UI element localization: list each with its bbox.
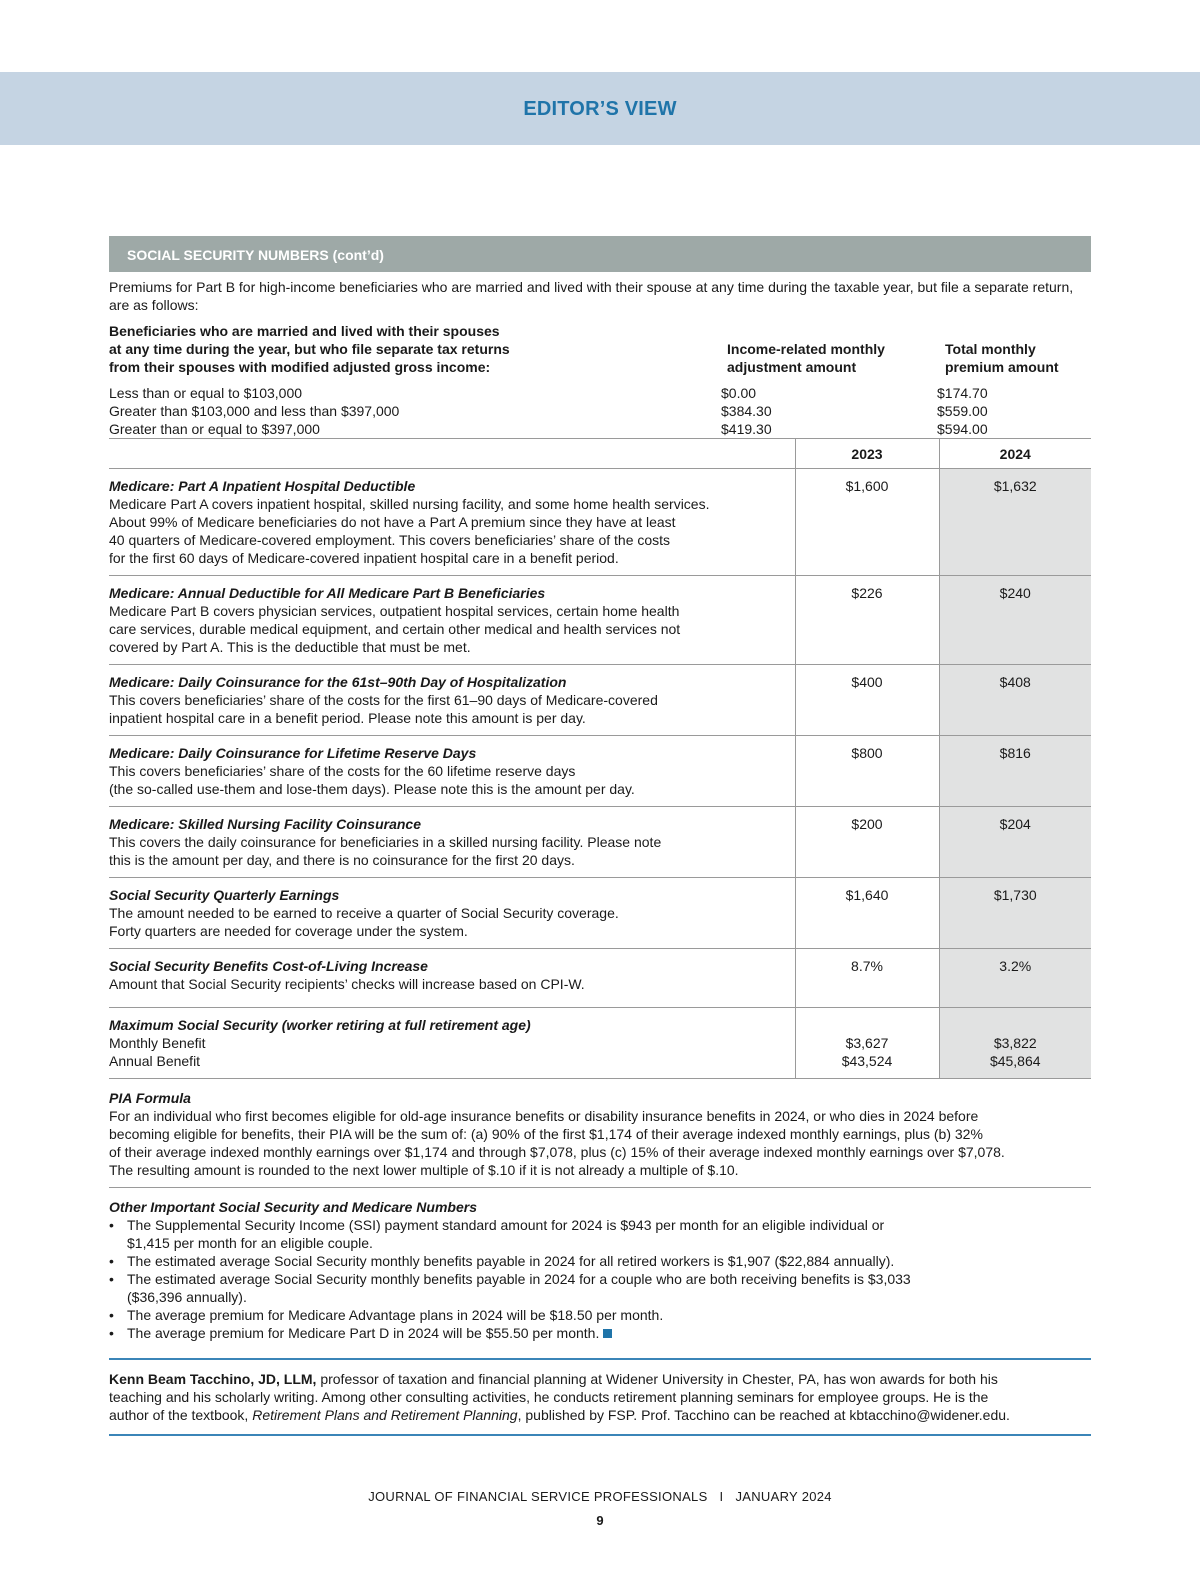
list-item: • The average premium for Medicare Advantage plans in 2024 will be $18.50 per month. <box>109 1307 664 1323</box>
premium-row <box>109 384 1091 402</box>
row-title: Medicare: Skilled Nursing Facility Coinsurance <box>109 816 421 832</box>
row-title: Medicare: Daily Coinsurance for Lifetime Reserve Days <box>109 745 477 761</box>
row-title: Social Security Benefits Cost-of-Living Increase <box>109 958 428 974</box>
value-2024: $816 <box>939 736 1091 807</box>
value-2023: $226 <box>795 576 939 665</box>
annual-benefit-label: Annual Benefit <box>109 1053 201 1069</box>
row-title: Medicare: Annual Deductible for All Medicare Part B Beneficiaries <box>109 585 546 601</box>
premium-col-income-header: Beneficiaries who are married and lived with their spouses at any time during the year, but who file separate tax returns from their spouses with modified adjusted gross income: <box>109 323 510 375</box>
year-header-2024: 2024 <box>939 439 1091 469</box>
table-row <box>109 736 1091 807</box>
footer-separator: I <box>719 1489 724 1504</box>
monthly-benefit-label: Monthly Benefit <box>109 1035 206 1051</box>
value-2024: $408 <box>939 665 1091 736</box>
premium-adjustment: $384.30 <box>721 403 772 419</box>
row-description: This covers beneficiaries’ share of the costs for the first 61–90 days of Medicare-covered inpatient hospital care in a benefit period. Please note this amount is per day. <box>109 692 658 726</box>
table-row <box>109 469 1091 576</box>
row-description: The amount needed to be earned to receive a quarter of Social Security coverage. Forty quarters are needed for coverage under the system. <box>109 905 619 939</box>
bullet-icon: • <box>109 1253 114 1269</box>
premium-adjustment: $419.30 <box>721 421 772 437</box>
end-mark-icon <box>603 1329 612 1338</box>
value-2023: $1,640 <box>795 878 939 949</box>
premium-income: Greater than $103,000 and less than $397,000 <box>109 403 400 419</box>
page-number: 9 <box>596 1513 604 1528</box>
premium-col-total-header: Total monthly premium amount <box>945 341 1059 375</box>
value-2024: $240 <box>939 576 1091 665</box>
bullet-icon: • <box>109 1325 114 1341</box>
year-header-2023: 2023 <box>795 439 939 469</box>
list-item: • The Supplemental Security Income (SSI) payment standard amount for 2024 is $943 per month for an eligible individual or $1,415 per month for an eligible couple. <box>109 1217 885 1251</box>
pia-title: PIA Formula <box>109 1090 191 1106</box>
journal-name: JOURNAL OF FINANCIAL SERVICE PROFESSIONALS <box>368 1489 708 1504</box>
row-title: Social Security Quarterly Earnings <box>109 887 340 903</box>
premium-total: $559.00 <box>937 403 988 419</box>
value-2023: $400 <box>795 665 939 736</box>
premium-adjustment: $0.00 <box>721 385 757 401</box>
pia-text: For an individual who first becomes eligible for old-age insurance benefits or disability insurance benefits in 2024, or who dies in 2024 before becoming eligible for benefits, their PIA will be the sum of: (a) 90% of the first $1,174 of their average indexed monthly earnings, plus (b) 32% of their average indexed monthly earnings over $1,174 and through $7,078, plus (c) 15% of their average indexed monthly earnings over $7,078. The resulting amount is rounded to the next lower multiple of $.10 if it is not already a multiple of $.10. <box>109 1108 1005 1178</box>
value-2024: $1,730 <box>939 878 1091 949</box>
row-description: Amount that Social Security recipients’ checks will increase based on CPI-W. <box>109 976 585 992</box>
intro-paragraph: Premiums for Part B for high-income beneficiaries who are married and lived with their spouse at any time during the taxable year, but file a separate return, are as follows: <box>109 279 1074 313</box>
row-description: Medicare Part B covers physician services, outpatient hospital services, certain home health care services, durable medical equipment, and certain other medical and health services not covered by Part A. This is the deductible that must be met. <box>109 603 681 655</box>
list-item: • The estimated average Social Security monthly benefits payable in 2024 for a couple who are both receiving benefits is $3,033 ($36,396 annually). <box>109 1271 911 1305</box>
table-row <box>109 807 1091 878</box>
year-comparison-table <box>109 438 1091 1079</box>
table-row <box>109 949 1091 1008</box>
bullet-icon: • <box>109 1307 114 1323</box>
author-bio-text-1: professor of taxation and financial planning at Widener University in Chester, PA, has won awards for both his teaching and his scholarly writing. Among other consulting activities, he conducts retirement planning seminars for employee groups. He is the author of the textbook, <box>109 1371 998 1423</box>
value-2023: $200 <box>795 807 939 878</box>
year-header-blank <box>109 439 795 469</box>
issue-date: JANUARY 2024 <box>735 1489 832 1504</box>
value-2024: 3.2% <box>939 949 1091 1008</box>
monthly-2024: $3,822 <box>993 1035 1037 1051</box>
list-item: • The average premium for Medicare Part D in 2024 will be $55.50 per month. <box>109 1324 1091 1342</box>
premium-total: $174.70 <box>937 385 988 401</box>
table-row-max-benefit <box>109 1008 1091 1079</box>
author-name: Kenn Beam Tacchino, JD, LLM, <box>109 1371 317 1387</box>
row-title: Maximum Social Security (worker retiring at full retirement age) <box>109 1017 531 1033</box>
editors-view-banner <box>0 72 1200 145</box>
premium-row <box>109 420 1091 438</box>
bullet-icon: • <box>109 1217 114 1233</box>
author-book-title: Retirement Plans and Retirement Planning <box>252 1407 518 1423</box>
table-row <box>109 878 1091 949</box>
premium-table <box>109 322 1091 438</box>
monthly-2023: $3,627 <box>845 1035 889 1051</box>
year-header-row <box>109 439 1091 469</box>
table-row <box>109 576 1091 665</box>
value-2024: $204 <box>939 807 1091 878</box>
value-2024: $1,632 <box>939 469 1091 576</box>
annual-2023: $43,524 <box>841 1053 893 1069</box>
list-item: • The estimated average Social Security monthly benefits payable in 2024 for all retired workers is $1,907 ($22,884 annually). <box>109 1253 895 1269</box>
premium-col-adjustment-header: Income-related monthly adjustment amount <box>727 341 885 375</box>
value-2023: 8.7% <box>795 949 939 1008</box>
row-title: Medicare: Daily Coinsurance for the 61st–90th Day of Hospitalization <box>109 674 567 690</box>
author-bio-text-2: , published by FSP. Prof. Tacchino can be reached at kbtacchino@widener.edu. <box>517 1407 1010 1423</box>
pia-formula-section <box>109 1089 1091 1188</box>
annual-2024: $45,864 <box>989 1053 1041 1069</box>
row-description: Medicare Part A covers inpatient hospital, skilled nursing facility, and some home health services. About 99% of Medicare beneficiaries do not have a Part A premium since they have at least 40 quarters of Medicare-covered employment. This covers beneficiaries’ share of the costs for the first 60 days of Medicare-covered inpatient hospital care in a benefit period. <box>109 496 710 566</box>
page-footer <box>0 1489 1200 1504</box>
value-2023: $800 <box>795 736 939 807</box>
premium-row <box>109 402 1091 420</box>
bullet-icon: • <box>109 1271 114 1287</box>
premium-income: Greater than or equal to $397,000 <box>109 421 320 437</box>
page-content <box>109 236 1091 1436</box>
row-title: Medicare: Part A Inpatient Hospital Deductible <box>109 478 416 494</box>
premium-total: $594.00 <box>937 421 988 437</box>
other-numbers-section <box>109 1198 1091 1342</box>
table-row <box>109 665 1091 736</box>
row-description: This covers beneficiaries’ share of the costs for the 60 lifetime reserve days (the so-called use-them and lose-them days). Please note this is the amount per day. <box>109 763 635 797</box>
other-list <box>109 1216 1091 1342</box>
value-2023: $1,600 <box>795 469 939 576</box>
author-bio <box>109 1358 1091 1436</box>
row-description: This covers the daily coinsurance for beneficiaries in a skilled nursing facility. Please note this is the amount per day, and there is no coinsurance for the first 20 days. <box>109 834 662 868</box>
section-header: SOCIAL SECURITY NUMBERS (cont’d) <box>109 236 1091 272</box>
premium-income: Less than or equal to $103,000 <box>109 385 303 401</box>
other-title: Other Important Social Security and Medicare Numbers <box>109 1199 477 1215</box>
banner-title: EDITOR’S VIEW <box>523 98 677 120</box>
